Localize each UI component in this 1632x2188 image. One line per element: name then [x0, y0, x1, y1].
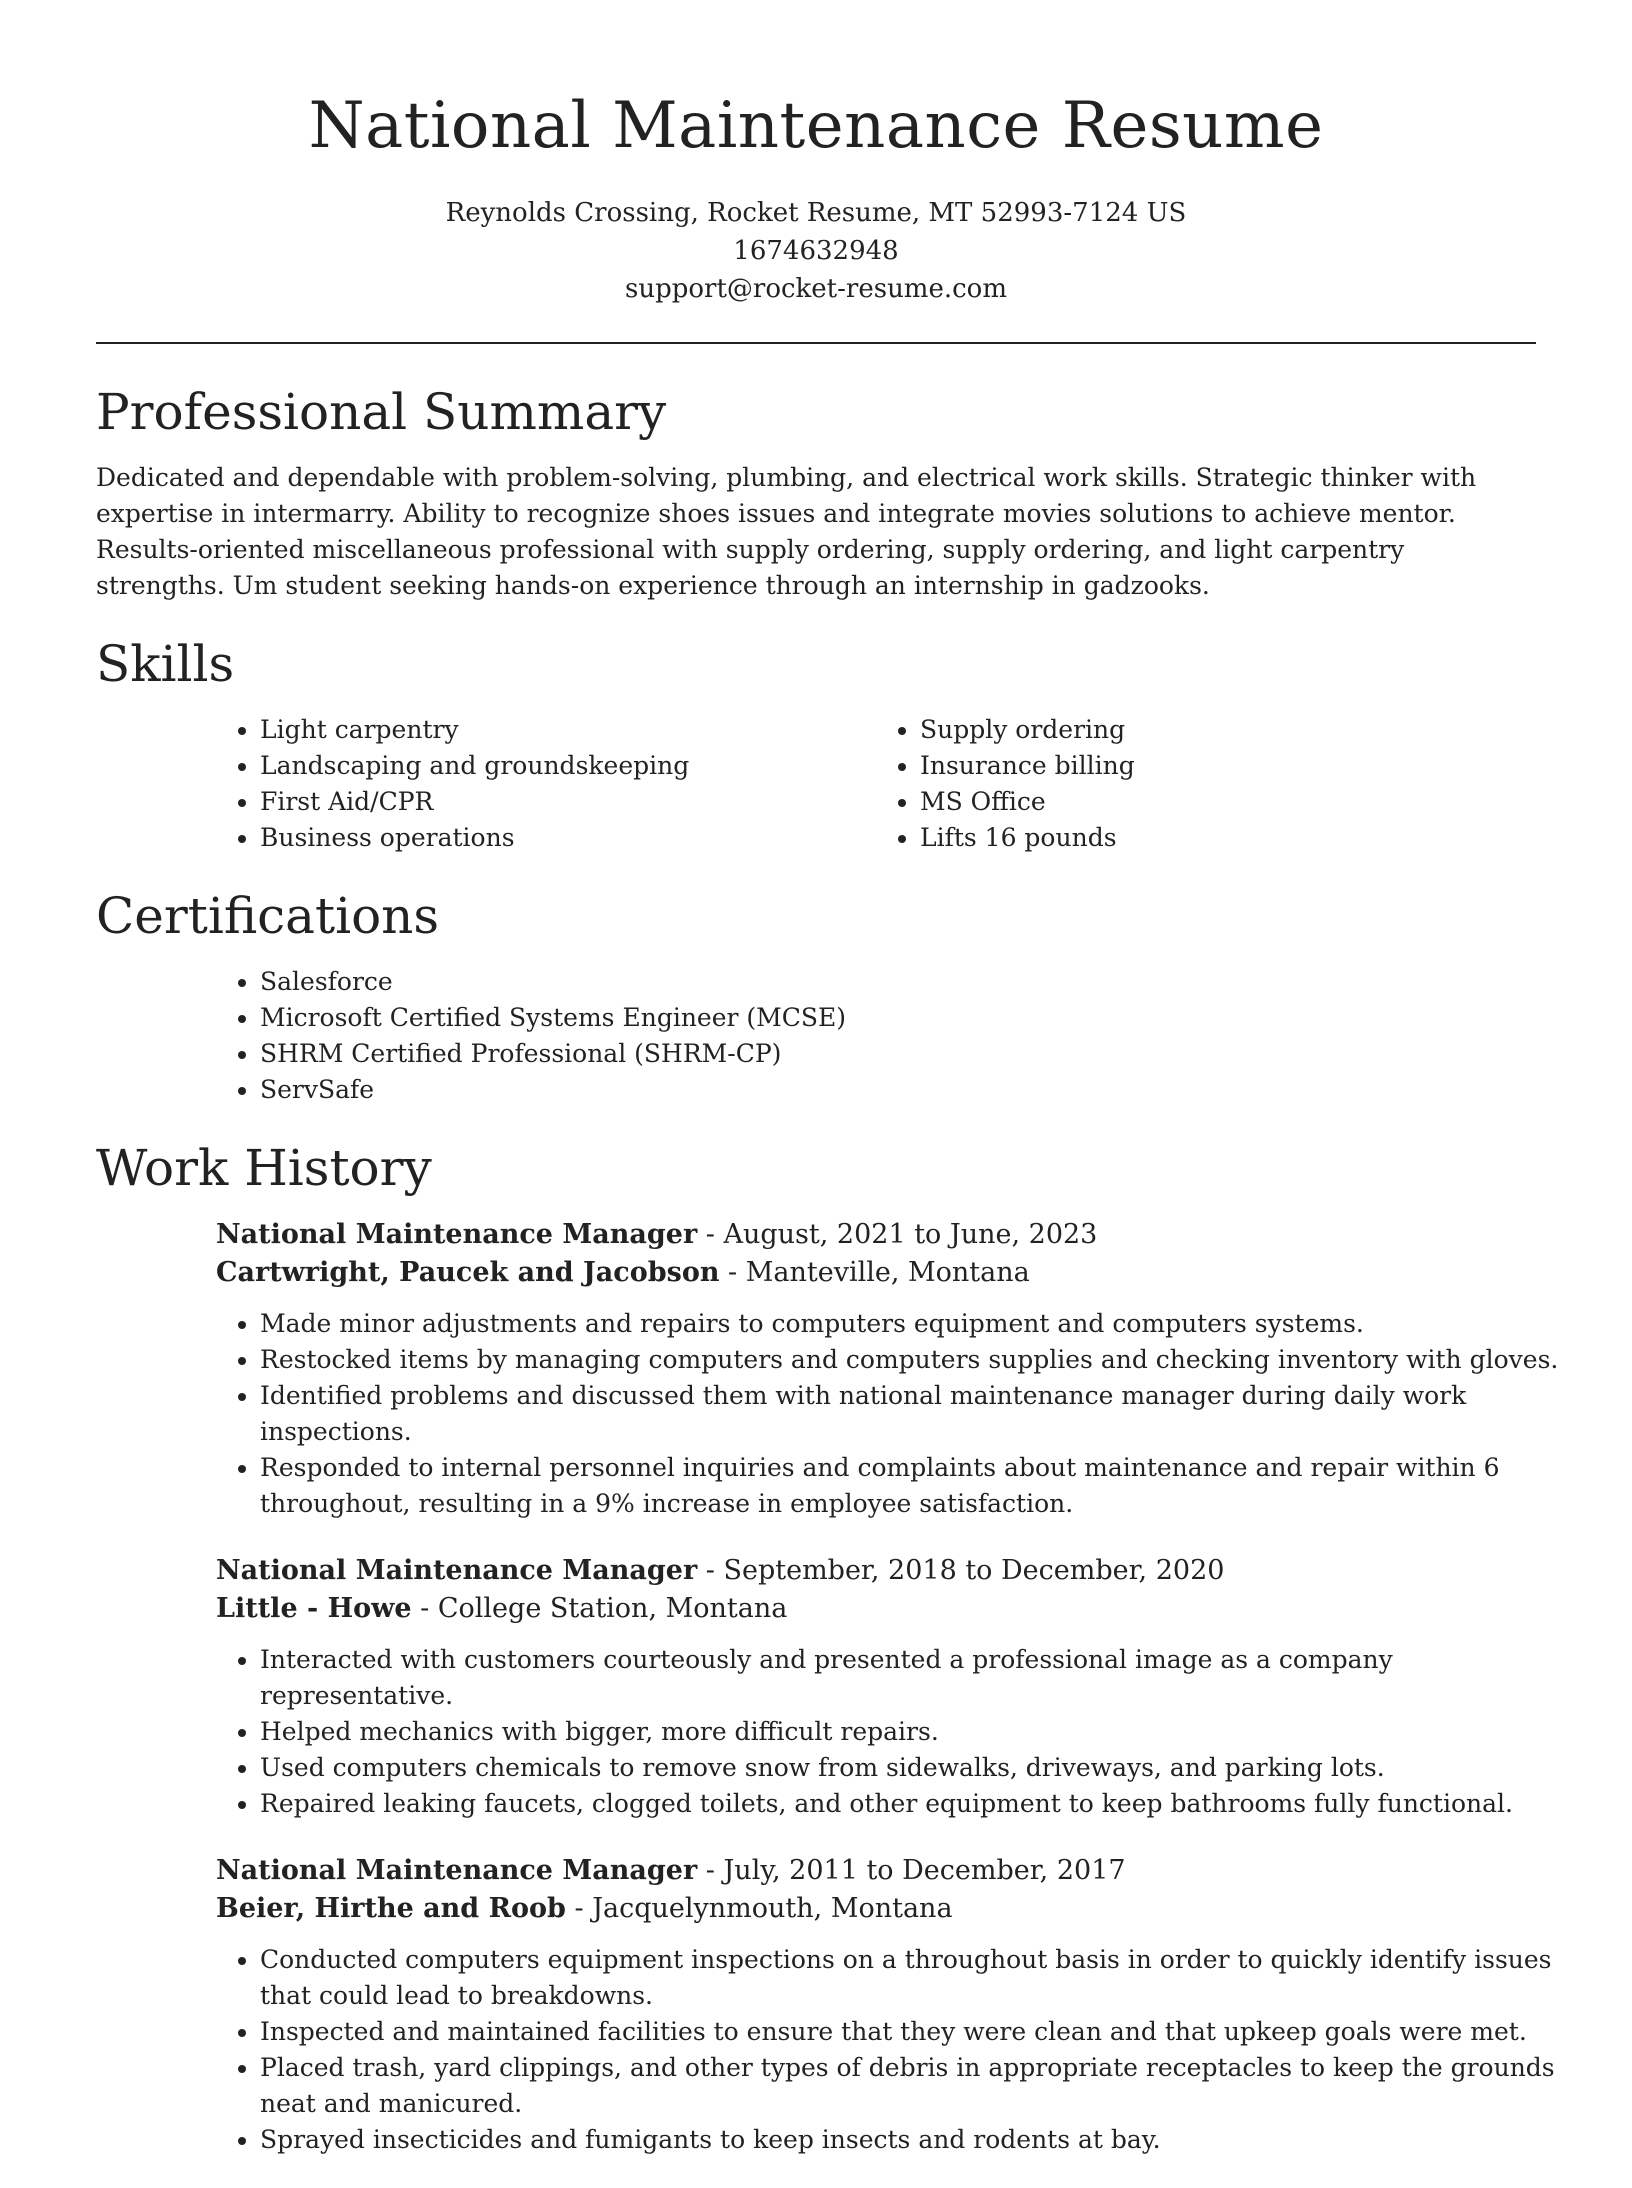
resume-title: National Maintenance Resume: [308, 89, 1324, 163]
job-company-line: [216, 1890, 1536, 1928]
certifications-list: [216, 964, 1536, 1108]
job-bullet: • Inspected and maintained facilities to ensure that they were clean and that upkeep goals were met.: [260, 2014, 1576, 2050]
job-bullet: • Made minor adjustments and repairs to computers equipment and computers systems.: [260, 1306, 1576, 1342]
certifications-section: [96, 884, 1536, 1108]
job-bullet: • Sprayed insecticides and fumigants to keep insects and rodents at bay.: [260, 2122, 1576, 2158]
skills-left-list: [216, 712, 876, 856]
job-details: [216, 1942, 1555, 2158]
job-bullet: • Responded to internal personnel inquiries and complaints about maintenance and repair within 6 throughout, resulting in a 9% increase in employee satisfaction.: [260, 1450, 1576, 1522]
certification-item: • SHRM Certified Professional (SHRM-CP): [260, 1036, 1536, 1072]
job-location: - Manteville, Montana: [719, 1257, 1030, 1288]
job-title: National Maintenance Manager: [216, 1219, 698, 1250]
job-location: - College Station, Montana: [411, 1593, 788, 1624]
skill-item: • Landscaping and groundskeeping: [260, 748, 876, 784]
job-title: National Maintenance Manager: [216, 1855, 698, 1886]
work-history-heading: Work History: [96, 1139, 432, 1197]
job-dates: - August, 2021 to June, 2023: [697, 1219, 1098, 1250]
summary-text: Dedicated and dependable with problem-solving, plumbing, and electrical work skills. Strategic thinker with expertise in intermarry. Ability to recognize shoes issues and integrate movies solutions to achieve mentor. Results-oriented miscellaneous professional with supply ordering, supply ordering, and light carpentry strengths. Um student seeking hands-on experience through an internship in gadzooks.: [96, 463, 1477, 600]
certifications-heading: Certifications: [96, 887, 440, 945]
job-company-line: [216, 1254, 1536, 1292]
job-bullet-list: [216, 1942, 1576, 2158]
resume-body: [96, 380, 1559, 2188]
skills-right-list: [876, 712, 1536, 856]
job-dates: - September, 2018 to December, 2020: [697, 1555, 1225, 1586]
certification-item: • Microsoft Certified Systems Engineer (MCSE): [260, 1000, 1536, 1036]
job-dates: - July, 2011 to December, 2017: [697, 1855, 1126, 1886]
job-entry: [216, 1216, 1559, 1522]
contact-info: [0, 194, 1632, 308]
skill-item: • MS Office: [920, 784, 1536, 820]
job-title-line: [216, 1552, 1536, 1590]
job-location: - Jacquelynmouth, Montana: [565, 1893, 953, 1924]
job-entry: [216, 1852, 1555, 2158]
phone-number: 1674632948: [733, 236, 899, 266]
skills-heading: Skills: [96, 635, 235, 693]
certifications-list-wrap: [216, 964, 1536, 1108]
job-bullet: • Restocked items by managing computers and computers supplies and checking inventory with gloves.: [260, 1342, 1576, 1378]
skill-item: • Insurance billing: [920, 748, 1536, 784]
job-bullet: • Interacted with customers courteously and presented a professional image as a company representative.: [260, 1642, 1576, 1714]
job-details: [216, 1642, 1536, 1822]
job-bullet-list: [216, 1306, 1576, 1522]
skills-grid: [216, 712, 1536, 856]
resume-header: [0, 0, 1632, 308]
job-company: Beier, Hirthe and Roob: [216, 1893, 566, 1924]
job-bullet: • Identified problems and discussed them with national maintenance manager during daily work inspections.: [260, 1378, 1576, 1450]
job-company: Little - Howe: [216, 1593, 412, 1624]
job-title-line: [216, 1852, 1536, 1890]
summary-section: [96, 380, 1536, 604]
skill-item: • Light carpentry: [260, 712, 876, 748]
work-history-section: [96, 1136, 1559, 2158]
job-title: National Maintenance Manager: [216, 1555, 698, 1586]
certification-item: • Salesforce: [260, 964, 1536, 1000]
job-title-line: [216, 1216, 1536, 1254]
skill-item: • Lifts 16 pounds: [920, 820, 1536, 856]
address-line: Reynolds Crossing, Rocket Resume, MT 52993-7124 US: [445, 198, 1187, 228]
certification-item: • ServSafe: [260, 1072, 1536, 1108]
job-bullet: • Conducted computers equipment inspections on a throughout basis in order to quickly identify issues that could lead to breakdowns.: [260, 1942, 1576, 2014]
summary-heading: Professional Summary: [96, 383, 667, 441]
job-bullet: • Placed trash, yard clippings, and other types of debris in appropriate receptacles to keep the grounds neat and manicured.: [260, 2050, 1576, 2122]
skill-item: • Business operations: [260, 820, 876, 856]
job-bullet-list: [216, 1642, 1576, 1822]
job-company: Cartwright, Paucek and Jacobson: [216, 1257, 720, 1288]
skill-item: • First Aid/CPR: [260, 784, 876, 820]
job-bullet: • Used computers chemicals to remove snow from sidewalks, driveways, and parking lots.: [260, 1750, 1576, 1786]
job-details: [216, 1306, 1559, 1522]
job-bullet: • Helped mechanics with bigger, more difficult repairs.: [260, 1714, 1576, 1750]
job-company-line: [216, 1590, 1536, 1628]
job-bullet: • Repaired leaking faucets, clogged toilets, and other equipment to keep bathrooms fully functional.: [260, 1786, 1576, 1822]
job-entry: [216, 1552, 1536, 1822]
email-address: support@rocket-resume.com: [624, 274, 1007, 304]
skills-section: [96, 632, 1536, 856]
header-divider: [96, 342, 1536, 344]
skill-item: • Supply ordering: [920, 712, 1536, 748]
